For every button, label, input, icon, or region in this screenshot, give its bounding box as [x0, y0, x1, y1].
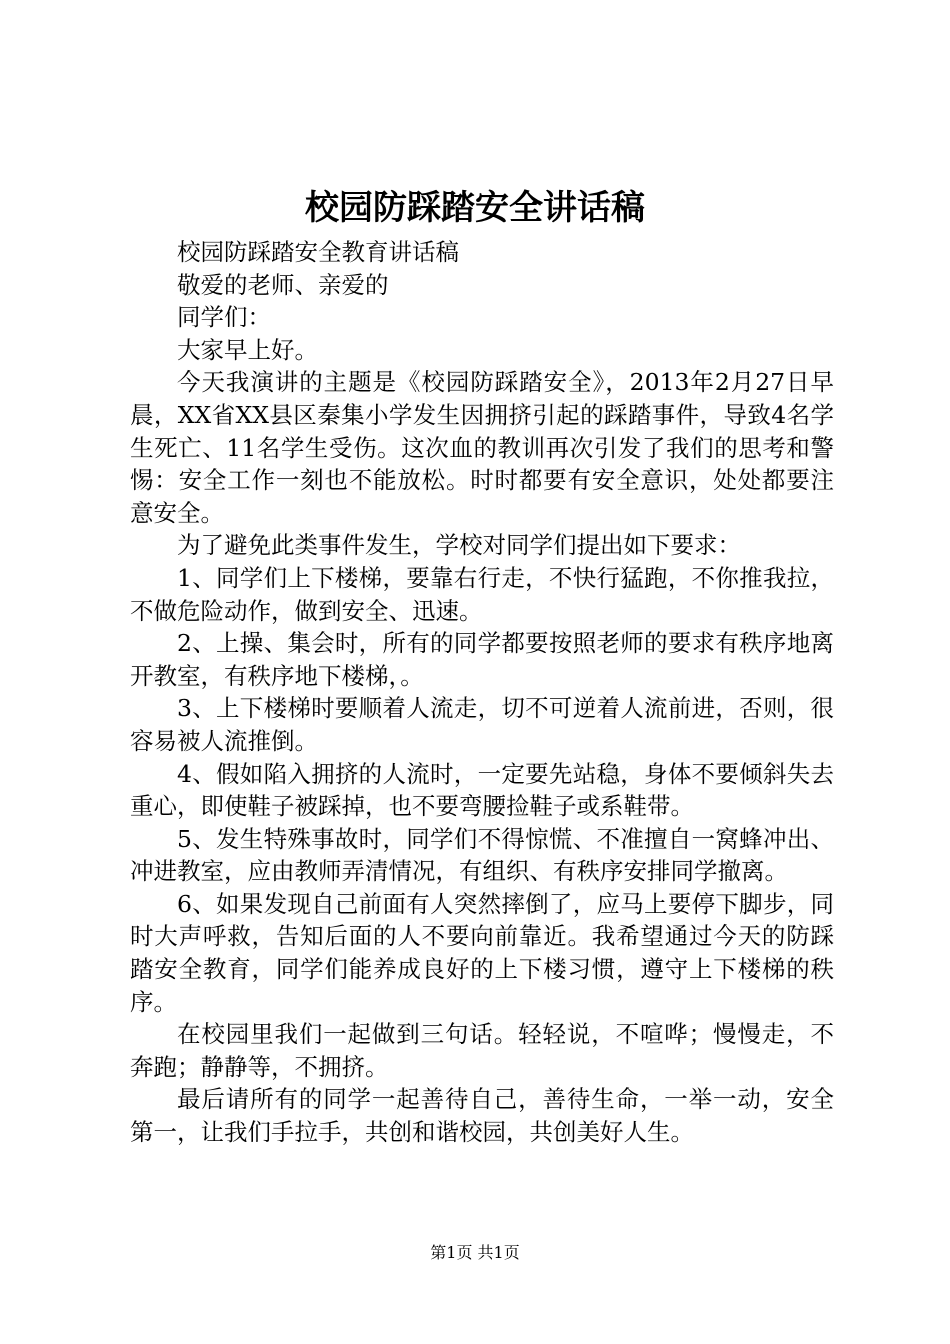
paragraph-subtitle: 校园防踩踏安全教育讲话稿: [177, 238, 459, 266]
paragraph-rule-4: 4、假如陷入拥挤的人流时，一定要先站稳，身体不要倾斜失去重心，即使鞋子被踩掉，也不要弯腰捡鞋子或系鞋带。: [130, 759, 834, 821]
page-footer: 第1页 共1页: [430, 1243, 520, 1262]
paragraph-requirements-lead: 为了避免此类事件发生，学校对同学们提出如下要求：: [177, 531, 741, 560]
document-body: [130, 236, 834, 1149]
paragraph-three-sayings: 在校园里我们一起做到三句话。轻轻说，不喧哗；慢慢走，不奔跑；静静等，不拥挤。: [130, 1020, 834, 1081]
paragraph-salutation: 敬爱的老师、亲爱的: [177, 270, 389, 299]
paragraph-closing: 最后请所有的同学一起善待自己，善待生命，一举一动，安全第一，让我们手拉手，共创和谐校园，共创美好人生。: [130, 1085, 834, 1147]
paragraph-rule-2: 2、上操、集会时，所有的同学都要按照老师的要求有秩序地离开教室，有秩序地下楼梯，。: [130, 629, 834, 690]
paragraph-intro: 今天我演讲的主题是《校园防踩踏安全》，2013年2月27日早晨，XX省XX县区秦集小学发生因拥挤引起的踩踏事件，导致4名学生死亡、11名学生受伤。这次血的教训再次引发了我们的思考和警惕：安全工作一刻也不能放松。时时都要有安全意识，处处都要注意安全。: [130, 368, 834, 527]
paragraph-rule-1: 1、同学们上下楼梯，要靠右行走，不快行猛跑，不你推我拉，不做危险动作，做到安全、迅速。: [130, 563, 834, 625]
paragraph-salutation-students: 同学们：: [177, 303, 271, 332]
document-title: 校园防踩踏安全讲话稿: [305, 188, 645, 228]
paragraph-rule-3: 3、上下楼梯时要顺着人流走，切不可逆着人流前进，否则，很容易被人流推倒。: [130, 694, 834, 755]
paragraph-greeting: 大家早上好。: [177, 335, 318, 364]
paragraph-rule-5: 5、发生特殊事故时，同学们不得惊慌、不准擅自一窝蜂冲出、冲进教室，应由教师弄清情况，有组织、有秩序安排同学撤离。: [130, 824, 834, 886]
paragraph-rule-6: 6、如果发现自己前面有人突然摔倒了，应马上要停下脚步，同时大声呼救，告知后面的人不要向前靠近。我希望通过今天的防踩踏安全教育，同学们能养成良好的上下楼习惯，遵守上下楼梯的秩序。: [130, 889, 834, 1016]
